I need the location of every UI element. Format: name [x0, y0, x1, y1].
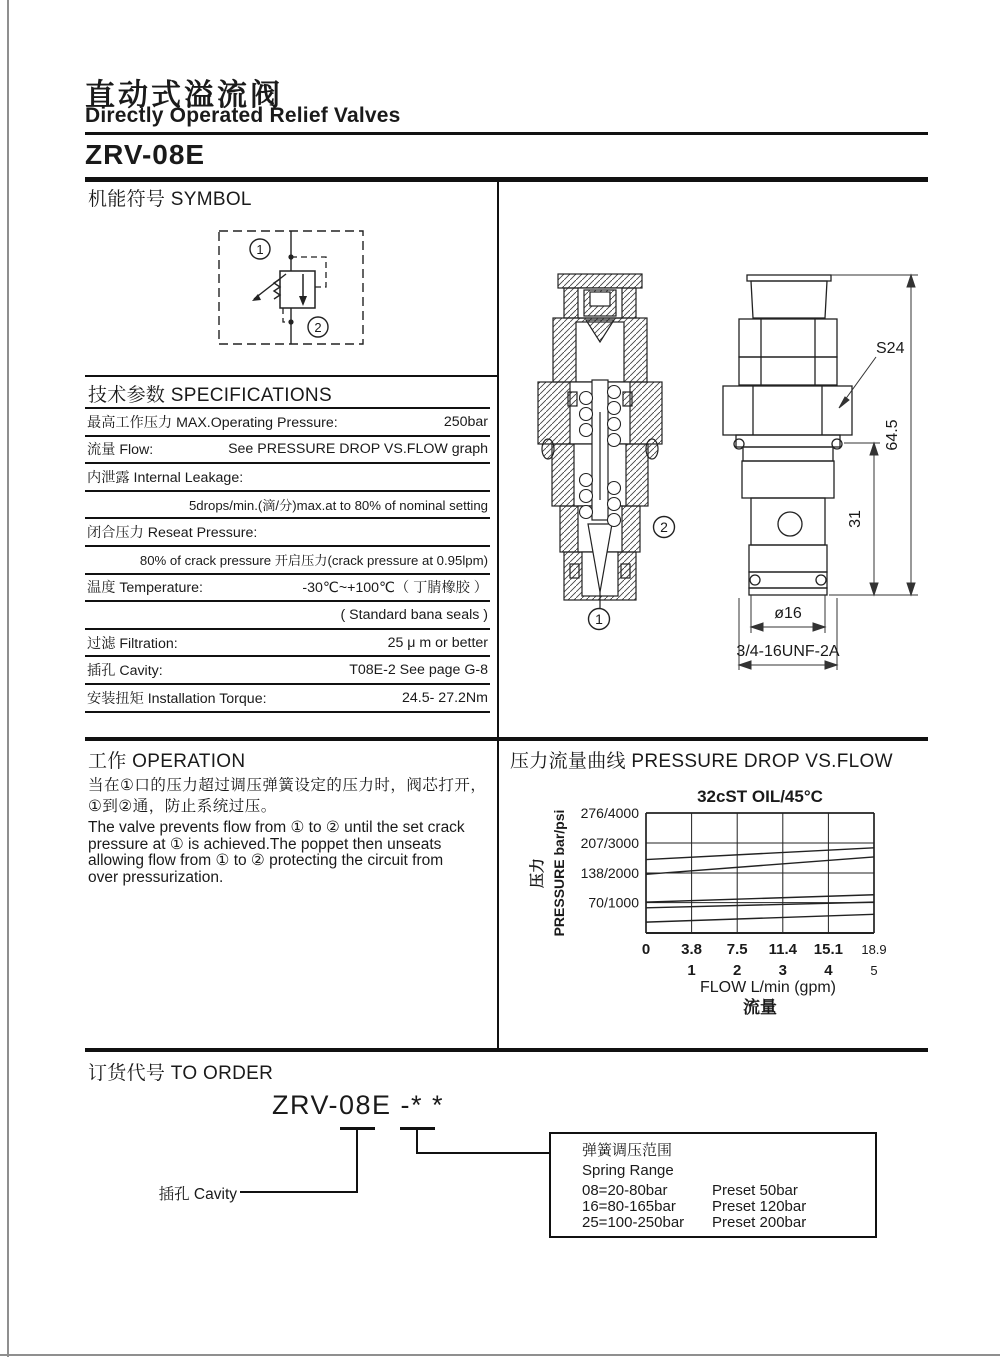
order-section-rule — [85, 1048, 928, 1052]
spec-row — [85, 657, 490, 685]
spring-connector-h — [416, 1152, 549, 1154]
operation-heading: 工作 OPERATION — [88, 751, 246, 772]
spec-row — [85, 602, 490, 630]
chart-x-tick-lmin: 11.4 — [768, 941, 797, 958]
spec-value: 24.5- 27.2Nm — [402, 689, 488, 706]
column-divider — [497, 182, 499, 1052]
chart-y-tick-label: 276/4000 — [580, 805, 639, 821]
chart-ylabel-en: PRESSURE bar/psi — [551, 809, 567, 937]
chart-series-curve-1 — [646, 848, 874, 860]
specifications-table — [85, 407, 490, 713]
spring-connector-v — [416, 1127, 418, 1154]
operation-en-line1: The valve prevents flow from ① to ② until the set crack — [88, 819, 465, 836]
chart-x-tick-gpm: 5 — [870, 963, 878, 978]
spring-range-box — [549, 1132, 877, 1238]
spec-label: 温度 Temperature: — [87, 580, 203, 597]
spec-value: 25 μ m or better — [387, 634, 488, 651]
chart-ylabel-zh: 压力 — [529, 857, 546, 889]
page-title-zh: 直动式溢流阀 — [85, 79, 283, 112]
chart-x-tick-gpm: 4 — [824, 962, 833, 979]
cross-section-drawing — [528, 262, 713, 662]
order-code: ZRV-08E -* * — [272, 1090, 445, 1120]
operation-zh-line1: 当在①口的压力超过调压弹簧设定的压力时，阀芯打开， — [88, 777, 487, 794]
pressure-flow-chart — [528, 776, 938, 1031]
spec-row — [85, 685, 490, 713]
chart-title: 32cST OIL/45°C — [697, 787, 823, 806]
spring-range-rows — [582, 1183, 875, 1232]
symbol-specs-rule — [85, 375, 497, 377]
operation-zh-line2: ①到②通，防止系统过压。 — [88, 797, 277, 815]
spring-range-row — [582, 1183, 875, 1199]
cavity-connector-v — [356, 1127, 358, 1193]
specs-heading: 技术参数 SPECIFICATIONS — [88, 385, 332, 406]
chart-x-tick-lmin: 3.8 — [681, 941, 703, 958]
overall-height-label: 64.5 — [884, 419, 901, 451]
external-view-drawing — [698, 258, 963, 676]
chart-xlabel-zh: 流量 — [743, 998, 777, 1017]
valve-symbol-diagram — [200, 218, 390, 358]
spring-box-title-zh: 弹簧调压范围 — [582, 1142, 673, 1159]
wrench-size-label: S24 — [876, 340, 905, 357]
chart-xlabel: FLOW L/min (gpm) — [699, 979, 837, 996]
spec-value: See PRESSURE DROP VS.FLOW graph — [228, 441, 488, 458]
spring-preset-value: Preset 200bar — [712, 1214, 807, 1232]
spec-label: 内泄露 Internal Leakage: — [87, 469, 244, 486]
page-bottom-border — [0, 1354, 1000, 1356]
spec-row — [85, 437, 490, 465]
chart-x-tick-lmin: 7.5 — [726, 941, 748, 958]
chart-series-curve-2 — [646, 857, 874, 874]
page-left-border — [7, 0, 9, 1357]
operation-en-line2: pressure at ① is achieved.The poppet then unseats — [88, 835, 442, 853]
spec-row — [85, 492, 490, 520]
title-rule — [85, 132, 928, 135]
chart-x-tick-gpm: 1 — [687, 962, 696, 979]
spec-row — [85, 464, 490, 492]
spec-label: 流量 Flow: — [87, 442, 154, 459]
chart-y-tick-label: 70/1000 — [588, 894, 639, 911]
operation-en-line3: allowing flow from ① to ② protecting the circuit from — [88, 852, 444, 870]
cavity-label: 插孔 Cavity — [158, 1186, 237, 1203]
cavity-connector-h — [240, 1191, 358, 1193]
chart-x-tick-lmin: 15.1 — [813, 941, 844, 958]
operation-en-line4: over pressurization. — [88, 868, 224, 886]
chart-x-tick-gpm: 3 — [778, 962, 787, 979]
spring-preset-value: Preset 120bar — [712, 1198, 807, 1216]
symbol-heading: 机能符号 SYMBOL — [88, 189, 252, 210]
chart-x-tick-lmin: 18.9 — [861, 942, 887, 957]
lower-height-label: 31 — [847, 510, 864, 528]
spec-value: 5drops/min.(滴/分)max.at to 80% of nominal setting — [188, 498, 488, 514]
spec-value: 80% of crack pressure 开启压力(crack pressure at 0.95lpm) — [139, 553, 488, 569]
model-rule — [85, 177, 928, 182]
spec-row — [85, 575, 490, 603]
spring-range-value: 08=20-80bar — [582, 1182, 668, 1199]
spec-value: -30℃~+100℃（ 丁腈橡胶 ） — [302, 580, 488, 597]
port1-label: 1 — [256, 242, 264, 257]
spec-value: 250bar — [443, 413, 488, 430]
spring-box-title-en: Spring Range — [582, 1162, 674, 1179]
spec-row — [85, 547, 490, 575]
spec-value: ( Standard bana seals ) — [340, 606, 488, 623]
chart-series-curve-5 — [646, 914, 874, 922]
flow-section-heading: 压力流量曲线 PRESSURE DROP VS.FLOW — [510, 751, 893, 772]
port2-label: 2 — [314, 320, 322, 335]
section-port2-label: 2 — [660, 519, 668, 535]
diameter-label: ø16 — [774, 605, 802, 622]
mid-section-rule — [85, 737, 928, 741]
spec-label: 最高工作压力 MAX.Operating Pressure: — [87, 414, 338, 431]
spec-row — [85, 630, 490, 658]
spec-label: 插孔 Cavity: — [87, 663, 163, 680]
chart-x-tick-lmin: 0 — [641, 941, 651, 958]
chart-y-tick-label: 207/3000 — [580, 835, 639, 851]
chart-y-tick-label: 138/2000 — [580, 865, 639, 881]
spec-label: 过滤 Filtration: — [87, 635, 178, 652]
spring-range-value: 25=100-250bar — [582, 1214, 685, 1232]
spring-range-row — [582, 1199, 875, 1215]
spring-preset-value: Preset 50bar — [712, 1182, 798, 1199]
spec-row — [85, 409, 490, 437]
spring-range-row — [582, 1215, 875, 1231]
operation-text — [88, 776, 492, 886]
order-heading: 订货代号 TO ORDER — [88, 1063, 274, 1084]
spec-label: 安装扭矩 Installation Torque: — [87, 690, 267, 707]
thread-label: 3/4-16UNF-2A — [736, 643, 840, 660]
spring-range-value: 16=80-165bar — [582, 1198, 676, 1216]
spec-value: T08E-2 See page G-8 — [349, 662, 488, 679]
spec-row — [85, 519, 490, 547]
chart-x-tick-gpm: 2 — [733, 962, 742, 979]
model-code: ZRV-08E — [85, 139, 206, 170]
chart-series-curve-3 — [646, 895, 874, 902]
page-title-en: Directly Operated Relief Valves — [85, 104, 401, 127]
section-port1-label: 1 — [595, 611, 603, 627]
symbol-valve-body — [280, 271, 315, 308]
spec-label: 闭合压力 Reseat Pressure: — [87, 525, 258, 542]
